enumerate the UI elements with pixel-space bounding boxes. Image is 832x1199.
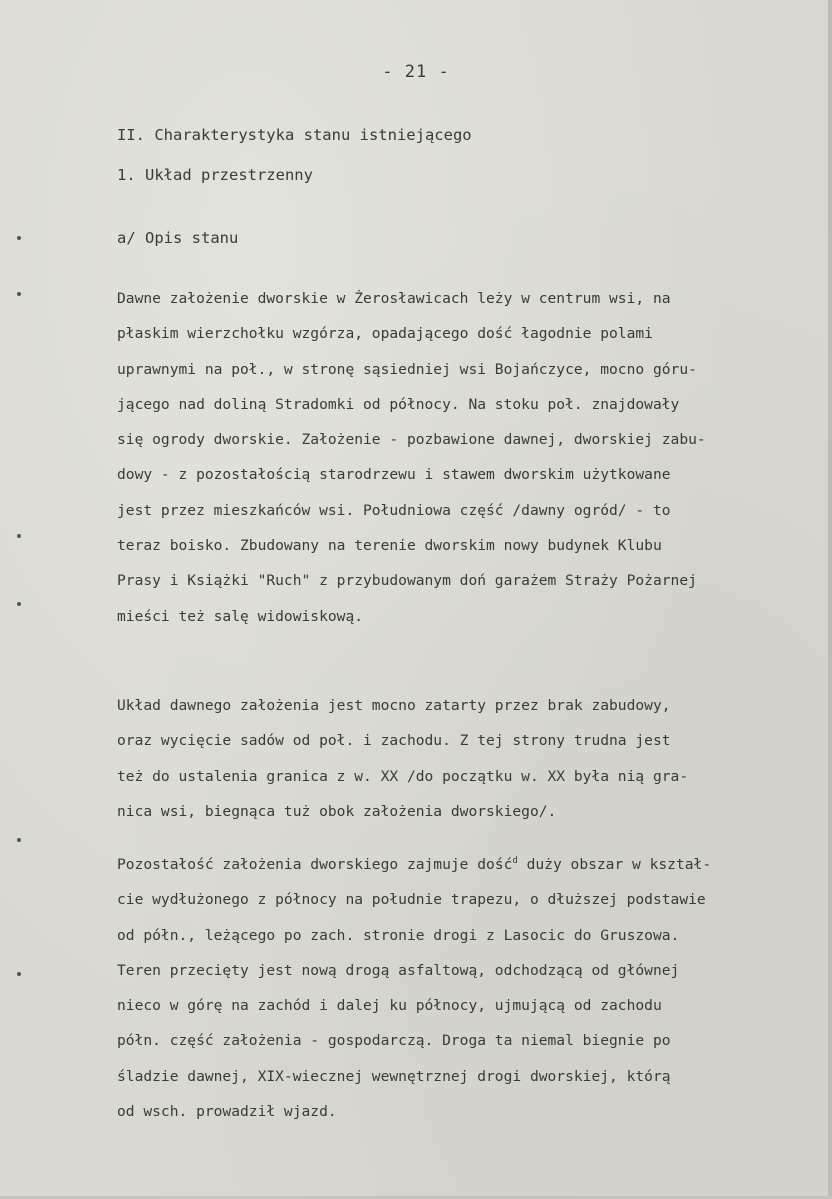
margin-dot xyxy=(17,236,21,240)
paragraph-1 xyxy=(117,281,822,634)
text-segment: Pozostałość założenia dworskiego zajmuje dość xyxy=(117,856,513,873)
text-line: płaskim wierzchołku wzgórza, opadającego dość łagodnie polami xyxy=(117,325,653,343)
subsection-heading: 1. Układ przestrzenny xyxy=(117,166,313,184)
text-line: oraz wycięcie sadów od poł. i zachodu. Z tej strony trudna jest xyxy=(117,732,671,750)
text-line: śladzie dawnej, XIX-wiecznej wewnętrznej drogi dworskiej, którą xyxy=(117,1067,671,1085)
text-line: dowy - z pozostałością starodrzewu i stawem dworskim użytkowane xyxy=(117,466,671,484)
section-heading: II. Charakterystyka stanu istniejącego xyxy=(117,126,472,144)
margin-dot xyxy=(17,838,21,842)
text-line: Układ dawnego założenia jest mocno zatarty przez brak zabudowy, xyxy=(117,697,671,714)
margin-dot xyxy=(17,972,21,976)
text-line: Prasy i Książki "Ruch" z przybudowanym doń garażem Straży Pożarnej xyxy=(117,572,697,590)
text-line: mieści też salę widowiskową. xyxy=(117,607,364,625)
text-line: od półn., leżącego po zach. stronie drogi z Lasocic do Gruszowa. xyxy=(117,926,680,944)
text-line: od wsch. prowadził wjazd. xyxy=(117,1103,337,1121)
text-line: teraz boisko. Zbudowany na terenie dworskim nowy budynek Klubu xyxy=(117,537,662,555)
text-line: nica wsi, biegnąca tuż obok założenia dworskiego/. xyxy=(117,802,557,820)
item-heading: a/ Opis stanu xyxy=(117,229,239,247)
text-segment: duży obszar w kształ- xyxy=(517,856,712,873)
text-line: jącego nad doliną Stradomki od północy. Na stoku poł. znajdowały xyxy=(117,395,680,413)
handwritten-correction-mark: d xyxy=(512,856,518,867)
text-line: jest przez mieszkańców wsi. Południowa część /dawny ogród/ - to xyxy=(117,501,671,519)
text-line: też do ustalenia granica z w. XX /do początku w. XX była nią gra- xyxy=(117,767,689,785)
paragraph-2 xyxy=(117,688,822,829)
page-edge-shadow xyxy=(828,0,832,1199)
text-line: półn. część założenia - gospodarczą. Droga ta niemal biegnie po xyxy=(117,1032,671,1050)
text-line: się ogrody dworskie. Założenie - pozbawione dawnej, dworskiej zabu- xyxy=(117,431,706,449)
text-line: nieco w górę na zachód i dalej ku północy, ujmującą od zachodu xyxy=(117,997,662,1015)
page-number: - 21 - xyxy=(382,62,450,82)
text-line xyxy=(117,847,822,882)
text-line: Dawne założenie dworskie w Żerosławicach leży w centrum wsi, na xyxy=(117,290,671,307)
text-line: cie wydłużonego z północy na południe trapezu, o dłuższej podstawie xyxy=(117,891,706,909)
text-line: Teren przecięty jest nową drogą asfaltową, odchodzącą od głównej xyxy=(117,961,680,979)
margin-dot xyxy=(17,602,21,606)
text-line: uprawnymi na poł., w stronę sąsiedniej wsi Bojańczyce, mocno góru- xyxy=(117,360,697,378)
paragraph-3 xyxy=(117,847,822,1129)
margin-dot xyxy=(17,534,21,538)
margin-dot xyxy=(17,292,21,296)
